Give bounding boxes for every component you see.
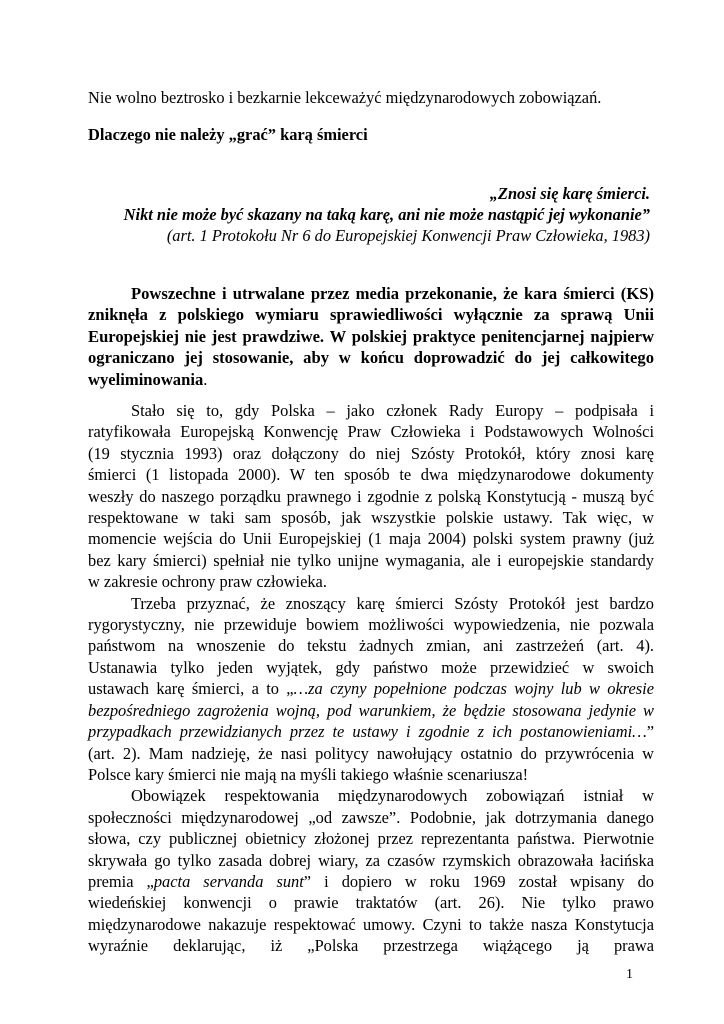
body-line: śmierci (1 listopada 2000). W ten sposób te dwa międzynarodowe dokumenty xyxy=(88,465,654,485)
latin-maxim: pacta servanda sunt xyxy=(153,871,304,891)
body-line: bez kary śmierci) spełniał nie tylko unijne wymagania, ale i europejskie standardy xyxy=(88,550,654,570)
body-line: skrywała go tylko zasada dobrej wiary, za czasów rzymskich obrazowała łacińska xyxy=(88,850,654,870)
body-line: respektowane w taki sam sposób, jak wszystkie polskie ustawy. Tak więc, w xyxy=(88,508,654,528)
body-text-run: ustawach karę śmierci, a to „ xyxy=(88,679,294,699)
body-line xyxy=(88,700,654,721)
page-number: 1 xyxy=(626,967,633,982)
body-text xyxy=(88,400,654,957)
quoted-text: …za czyny popełnione podczas wojny lub w okresie xyxy=(293,679,654,699)
lead-paragraph xyxy=(88,283,654,390)
body-line: Polsce kary śmierci nie mają na myśli takiego właśnie scenariusza! xyxy=(88,764,529,784)
body-line: weszły do naszego porządku prawnego i zgodnie z polską Konstytucją - muszą być xyxy=(88,486,654,506)
body-line: Ustanawia tylko jeden wyjątek, gdy państwo może przewidzieć w swoich xyxy=(88,657,654,677)
body-line: rygorystyczny, nie przewiduje bowiem możliwości wypowiedzenia, nie pozwala xyxy=(88,615,654,635)
body-line: Stało się to, gdy Polska – jako członek Rady Europy – podpisała i xyxy=(131,401,654,420)
body-line xyxy=(88,871,654,892)
epigraph-source: (art. 1 Protokołu Nr 6 do Europejskiej Konwencji Praw Człowieka, 1983) xyxy=(166,226,650,245)
body-text-run: ” i dopiero w roku 1969 został wpisany do xyxy=(303,871,654,891)
quoted-text: przypadkach przewidzianych przez te ustawy i zgodnie z ich postanowieniami… xyxy=(88,722,647,742)
body-line: słowa, czy publicznej obietnicy złożonej przez reprezentanta państwa. Pierwotnie xyxy=(88,829,654,849)
body-line: w zakresie ochrony praw człowieka. xyxy=(88,572,327,592)
epigraph-line-2: Nikt nie może być skazany na taką karę, ani nie może nastąpić jej wykonanie” xyxy=(123,205,650,224)
epigraph-line-1: „Znosi się karę śmierci. xyxy=(489,184,650,203)
article-title: Dlaczego nie należy „grać” karą śmierci xyxy=(88,125,368,144)
body-text-run: premia „ xyxy=(88,871,154,891)
body-line xyxy=(88,678,654,699)
intro-sentence: Nie wolno beztrosko i bezkarnie lekceważyć międzynarodowych zobowiązań. xyxy=(88,88,602,107)
body-line: wiedeńskiej konwencji o prawie traktatów (art. 26). Nie tylko prawo xyxy=(88,893,654,913)
lead-text: Powszechne i utrwalane przez media przekonanie, że kara śmierci (KS) zniknęła z polskiego wymiaru sprawiedliwości wyłącznie za sprawą Unii Europejskiej nie jest prawdziwe. W polskiej praktyce penitencjarnej najpierw ograniczano jej stosowanie, aby w końcu doprowadzić do jej całkowitego wyeliminowania xyxy=(88,284,654,389)
body-line: (art. 2). Mam nadzieję, że nasi politycy nawołujący ostatnio do przywrócenia w xyxy=(88,743,654,763)
body-line: wyraźnie deklarując, iż „Polska przestrzega wiążącego ją prawa xyxy=(88,936,654,956)
body-line xyxy=(88,721,654,742)
lead-end: . xyxy=(203,369,208,389)
body-text-run: ” xyxy=(646,722,654,742)
body-line: państwom na wnoszenie do tekstu żadnych zmian, ani zastrzeżeń (art. 4). xyxy=(88,636,654,656)
body-line: międzynarodowe nakazuje respektować umowy. Czyni to także nasza Konstytucja xyxy=(88,914,654,934)
body-line: ratyfikowała Europejską Konwencję Praw Człowieka i Podstawowych Wolności xyxy=(88,422,654,442)
body-line: momencie wejścia do Unii Europejskiej (1 maja 2004) polski system prawny (już xyxy=(88,529,654,549)
body-line: społeczności międzynarodowej „od zawsze”. Podobnie, jak dotrzymania danego xyxy=(88,807,654,827)
quoted-text: bezpośredniego zagrożenia wojną, pod warunkiem, że będzie stosowana jedynie w xyxy=(88,700,654,720)
body-line: (19 stycznia 1993) oraz dołączony do niej Szósty Protokół, który znosi karę xyxy=(88,443,654,463)
body-line: Obowiązek respektowania międzynarodowych zobowiązań istniał w xyxy=(131,786,654,806)
body-line: Trzeba przyznać, że znoszący karę śmierci Szósty Protokół jest bardzo xyxy=(131,593,654,613)
